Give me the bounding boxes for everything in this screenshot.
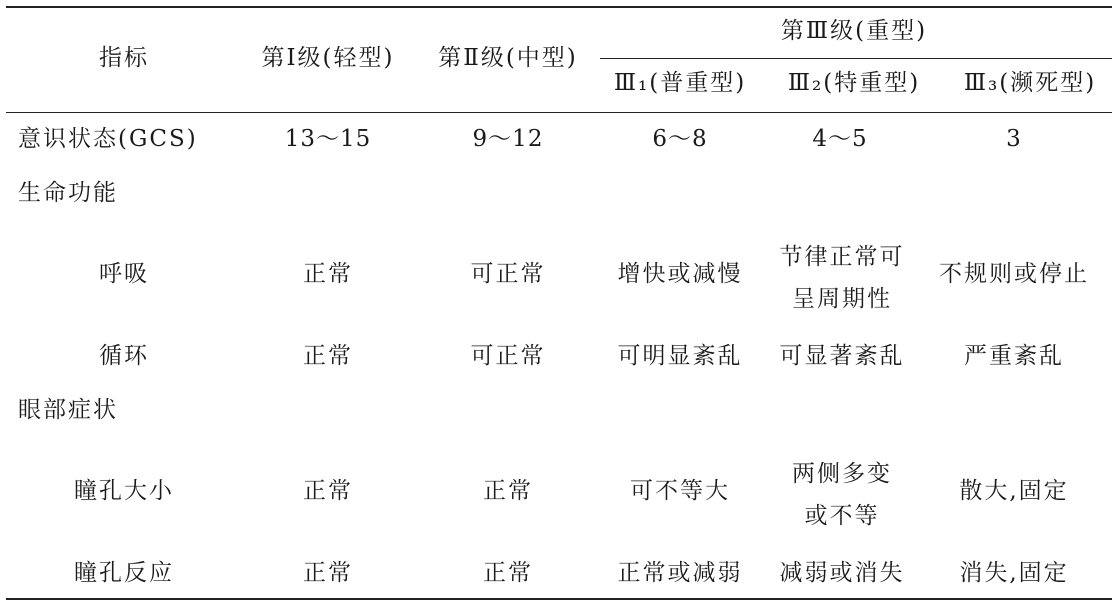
row-breathing-grade1: 正常 [303,261,353,287]
row-pupil-size-sub1: 可不等大 [630,478,730,504]
row-circulation-sub1: 可明显紊乱 [617,343,743,369]
row-gcs-sub1: 6～8 [652,126,708,152]
row-circulation-grade2: 可正常 [470,343,546,369]
header-grade3: 第Ⅲ级(重型) [780,18,928,44]
row-gcs-grade1: 13～15 [284,126,372,152]
row-pupil-reaction-sub1: 正常或减弱 [617,560,743,586]
row-pupil-size-grade2: 正常 [483,478,533,504]
row-gcs-sub2: 4～5 [812,126,868,152]
header-sub3: Ⅲ₃(濒死型) [963,70,1097,96]
grade3-span-rule [600,58,1112,59]
header-grade1: 第Ⅰ级(轻型) [261,45,395,71]
row-circulation-grade1: 正常 [303,343,353,369]
row-breathing-label: 呼吸 [99,261,149,287]
row-pupil-reaction-sub3: 消失,固定 [959,560,1069,586]
header-bottom-rule [6,112,1112,113]
row-pupil-reaction-label: 瞳孔反应 [74,560,174,586]
row-circulation-sub3: 严重紊乱 [964,343,1064,369]
section-vital-functions: 生命功能 [18,180,118,206]
row-gcs-sub3: 3 [1006,126,1022,152]
header-sub1: Ⅲ₁(普重型) [613,70,747,96]
row-circulation-label: 循环 [99,343,149,369]
row-pupil-reaction-sub2: 减弱或消失 [779,560,905,586]
row-circulation-sub2: 可显著紊乱 [779,343,905,369]
grading-table [6,0,1112,605]
row-pupil-size-sub2: 两侧多变 或不等 [792,461,892,529]
row-pupil-size-sub3: 散大,固定 [959,478,1069,504]
row-breathing-grade2: 可正常 [470,261,546,287]
section-eye-symptoms: 眼部症状 [18,397,118,423]
row-breathing-sub3: 不规则或停止 [939,261,1089,287]
row-breathing-sub1: 增快或减慢 [617,261,743,287]
row-gcs-grade2: 9～12 [472,126,544,152]
row-gcs-label: 意识状态(GCS) [18,126,198,152]
row-pupil-size-label: 瞳孔大小 [74,478,174,504]
row-pupil-reaction-grade1: 正常 [303,560,353,586]
bottom-rule [6,598,1112,600]
row-pupil-reaction-grade2: 正常 [483,560,533,586]
header-indicator: 指标 [99,45,149,71]
row-pupil-size-grade1: 正常 [303,478,353,504]
header-sub2: Ⅲ₂(特重型) [787,70,921,96]
row-breathing-sub2: 节律正常可 呈周期性 [779,244,905,312]
top-rule [6,6,1112,8]
header-grade2: 第Ⅱ级(中型) [438,45,578,71]
